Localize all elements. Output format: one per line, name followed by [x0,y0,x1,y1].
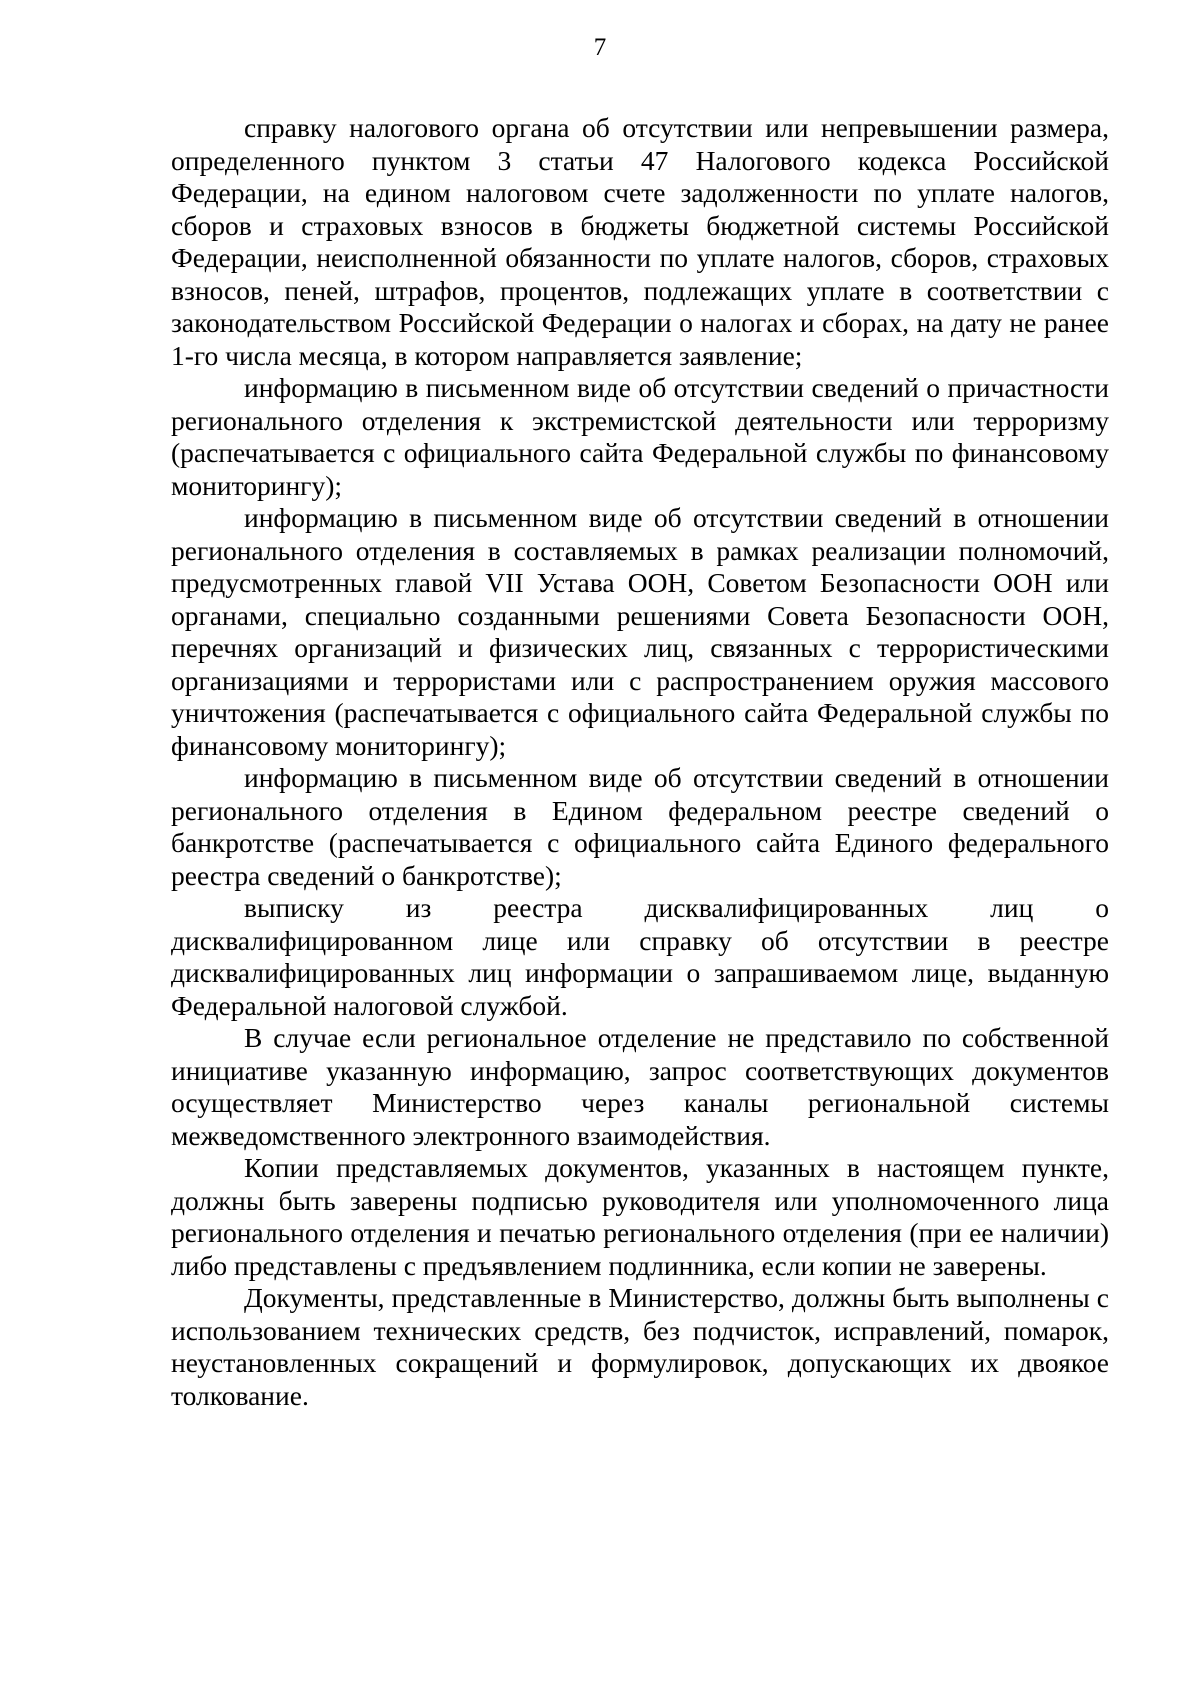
paragraph-document-requirements: Документы, представленные в Министерство, должны быть выполнены с использованием технических средств, без подчисток, исправлений, помарок, неустановленных сокращений и формулировок, допускающих их двоякое толкование. [171,1282,1109,1411]
paragraph-disqualified-persons: выписку из реестра дисквалифицированных лиц о дисквалифицированном лице или справку об отсутствии в реестре дисквалифицированных лиц информации о запрашиваемом лице, выданную Федеральной налоговой службой. [171,892,1109,1021]
paragraph-bankruptcy-info: информацию в письменном виде об отсутствии сведений в отношении регионального отделения в Едином федеральном реестре сведений о банкротстве (распечатывается с официального сайта Единого федерального реестра сведений о банкротстве); [171,762,1109,891]
paragraph-ministry-request: В случае если региональное отделение не представило по собственной инициативе указанную информацию, запрос соответствующих документов осуществляет Министерство через каналы региональной системы межведомственного электронного взаимодействия. [171,1022,1109,1151]
paragraph-copies-certification: Копии представляемых документов, указанных в настоящем пункте, должны быть заверены подписью руководителя или уполномоченного лица регионального отделения и печатью регионального отделения (при ее наличии) либо представлены с предъявлением подлинника, если копии не заверены. [171,1152,1109,1281]
paragraph-extremism-info: информацию в письменном виде об отсутствии сведений о причастности регионального отделения к экстремистской деятельности или терроризму (распечатывается с официального сайта Федеральной службы по финансовому мониторингу); [171,372,1109,501]
paragraph-un-lists-info: информацию в письменном виде об отсутствии сведений в отношении регионального отделения в составляемых в рамках реализации полномочий, предусмотренных главой VII Устава ООН, Советом Безопасности ООН или органами, специально созданными решениями Совета Безопасности ООН, перечнях организаций и физических лиц, связанных с террористическими организациями и террористами или с распространением оружия массового уничтожения (распечатывается с официального сайта Федеральной службы по финансовому мониторингу); [171,502,1109,761]
page-number: 7 [593,34,607,61]
document-body [171,112,1109,1412]
paragraph-tax-certificate: справку налогового органа об отсутствии или непревышении размера, определенного пунктом 3 статьи 47 Налогового кодекса Российской Федерации, на едином налоговом счете задолженности по уплате налогов, сборов и страховых взносов в бюджеты бюджетной системы Российской Федерации, неисполненной обязанности по уплате налогов, сборов, страховых взносов, пеней, штрафов, процентов, подлежащих уплате в соответствии с законодательством Российской Федерации о налогах и сборах, на дату не ранее 1-го числа месяца, в котором направляется заявление; [171,112,1109,371]
